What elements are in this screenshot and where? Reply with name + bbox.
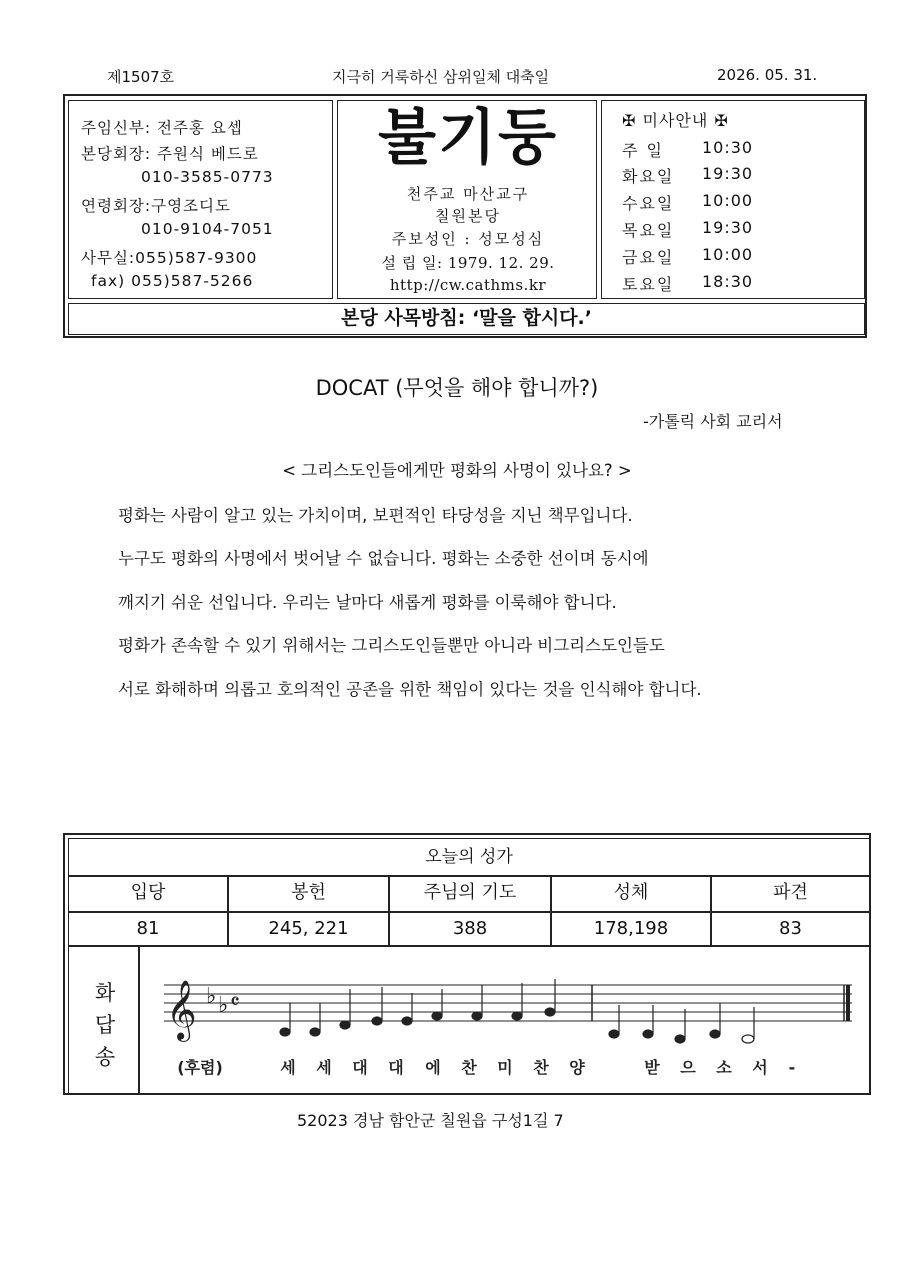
lyric-syllable: 소 [716,1058,732,1077]
lyric-syllable: 대 [388,1058,404,1077]
parish-name: 칠원본당 [435,207,501,225]
docat-paragraph-line: 서로 화해하며 의롭고 호의적인 공존을 위한 책임이 있다는 것을 인식해야 합니다. [118,680,702,699]
lyric-syllable: 찬 [461,1058,477,1077]
office-phone: 사무실:055)587-9300 [81,249,258,267]
hymn-number-communion: 178,198 [551,912,711,946]
mass-day-saturday: 토요일 [622,275,675,294]
lyric-syllable: 서 [752,1058,768,1077]
funeral-head-phone: 010-9104-7051 [141,220,274,238]
hymn-header-entrance: 입당 [68,876,228,912]
hymn-number-entrance: 81 [68,912,228,946]
council-president-phone: 010-3585-0773 [141,168,274,186]
lyric-syllable: 세 [280,1058,296,1077]
masthead-box [337,100,597,299]
funeral-head-line: 연령회장:구영조디도 [81,197,231,215]
staff-box [68,100,333,299]
mass-time-friday: 10:00 [702,245,754,264]
common-time-icon: 𝄴 [230,990,240,1015]
founded-line: 설 립 일: 1979. 12. 29. [381,254,555,272]
feast-name: 지극히 거룩하신 삼위일체 대축일 [332,68,550,86]
hymn-number-recessional: 83 [711,912,870,946]
psalm-score [139,946,870,1094]
docat-paragraph-line: 누구도 평화의 사명에서 벗어날 수 없습니다. 평화는 소중한 선이며 동시에 [118,549,649,568]
lyric-syllable: 미 [497,1058,513,1077]
mass-day-tuesday: 화요일 [622,167,675,186]
top-line [0,66,914,90]
lyric-syllable: 양 [569,1058,585,1077]
psalm-label-char: 송 [94,1045,116,1069]
lyric-syllable: 찬 [533,1058,549,1077]
docat-question: < 그리스도인들에게만 평화의 사명이 있나요? > [282,461,632,480]
lyric-syllable: 으 [680,1058,696,1077]
psalm-label-char: 답 [94,1013,116,1037]
issue-number: 제1507호 [107,68,175,86]
flat-icon: ♭ [218,993,229,1018]
hymn-table [63,833,871,1095]
docat-source: -가톨릭 사회 교리서 [643,412,783,431]
bulletin-title: 불기둥 [378,103,558,173]
mass-day-sunday: 주 일 [622,141,664,160]
mass-time-tuesday: 19:30 [702,164,754,183]
mass-day-wednesday: 수요일 [622,194,675,213]
docat-paragraph-line: 평화는 사람이 알고 있는 가치이며, 보편적인 타당성을 지닌 책무입니다. [118,506,633,525]
hymn-header-communion: 성체 [551,876,711,912]
docat-title: DOCAT (무엇을 해야 합니까?) [315,376,599,400]
hymn-number-offertory: 245, 221 [228,912,389,946]
docat-paragraph-line: 평화가 존속할 수 있기 위해서는 그리스도인들뿐만 아니라 비그리스도인들도 [118,636,665,655]
pastoral-motto: 본당 사목방침: ‘말을 합시다.’ [68,303,865,335]
diocese-name: 천주교 마산교구 [406,185,530,203]
hymn-header-lords-prayer: 주님의 기도 [389,876,551,912]
lyric-syllable: (후렴) [177,1058,223,1077]
hymn-header-recessional: 파견 [711,876,870,912]
issue-date: 2026. 05. 31. [717,66,818,84]
psalm-label-char: 화 [94,981,116,1005]
mass-time-wednesday: 10:00 [702,191,754,210]
lyric-syllable: 대 [352,1058,368,1077]
patron-line: 주보성인 : 성모성심 [391,230,545,248]
mass-schedule-box [601,100,865,299]
hymn-number-lords-prayer: 388 [389,912,551,946]
treble-clef-icon: 𝄞 [166,980,197,1040]
office-fax: fax) 055)587-5266 [91,272,254,290]
pastor-line: 주임신부: 전주홍 요셉 [81,119,243,137]
hymn-header-offertory: 봉헌 [228,876,389,912]
hymn-table-title: 오늘의 성가 [68,838,870,876]
docat-paragraph-line: 깨지기 쉬운 선입니다. 우리는 날마다 새롭게 평화를 이룩해야 합니다. [118,593,617,612]
flat-icon: ♭ [206,984,217,1009]
mass-schedule-title: ✠ 미사안내 ✠ [622,111,729,130]
lyric-syllable: - [788,1058,796,1077]
mass-time-saturday: 18:30 [702,272,754,291]
bulletin-header [63,94,867,338]
music-staff [140,947,869,1093]
mass-time-sunday: 10:30 [702,138,754,157]
responsorial-psalm-label [68,946,139,1094]
lyric-syllable: 받 [644,1058,660,1077]
mass-day-friday: 금요일 [622,248,675,267]
parish-address: 52023 경남 함안군 칠원읍 구성1길 7 [297,1111,564,1130]
lyric-syllable: 세 [316,1058,332,1077]
council-president-line: 본당회장: 주원식 베드로 [81,145,259,163]
mass-time-thursday: 19:30 [702,218,754,237]
parish-url[interactable]: http://cw.cathms.kr [389,276,547,294]
lyric-syllable: 에 [425,1058,441,1077]
mass-day-thursday: 목요일 [622,221,675,240]
